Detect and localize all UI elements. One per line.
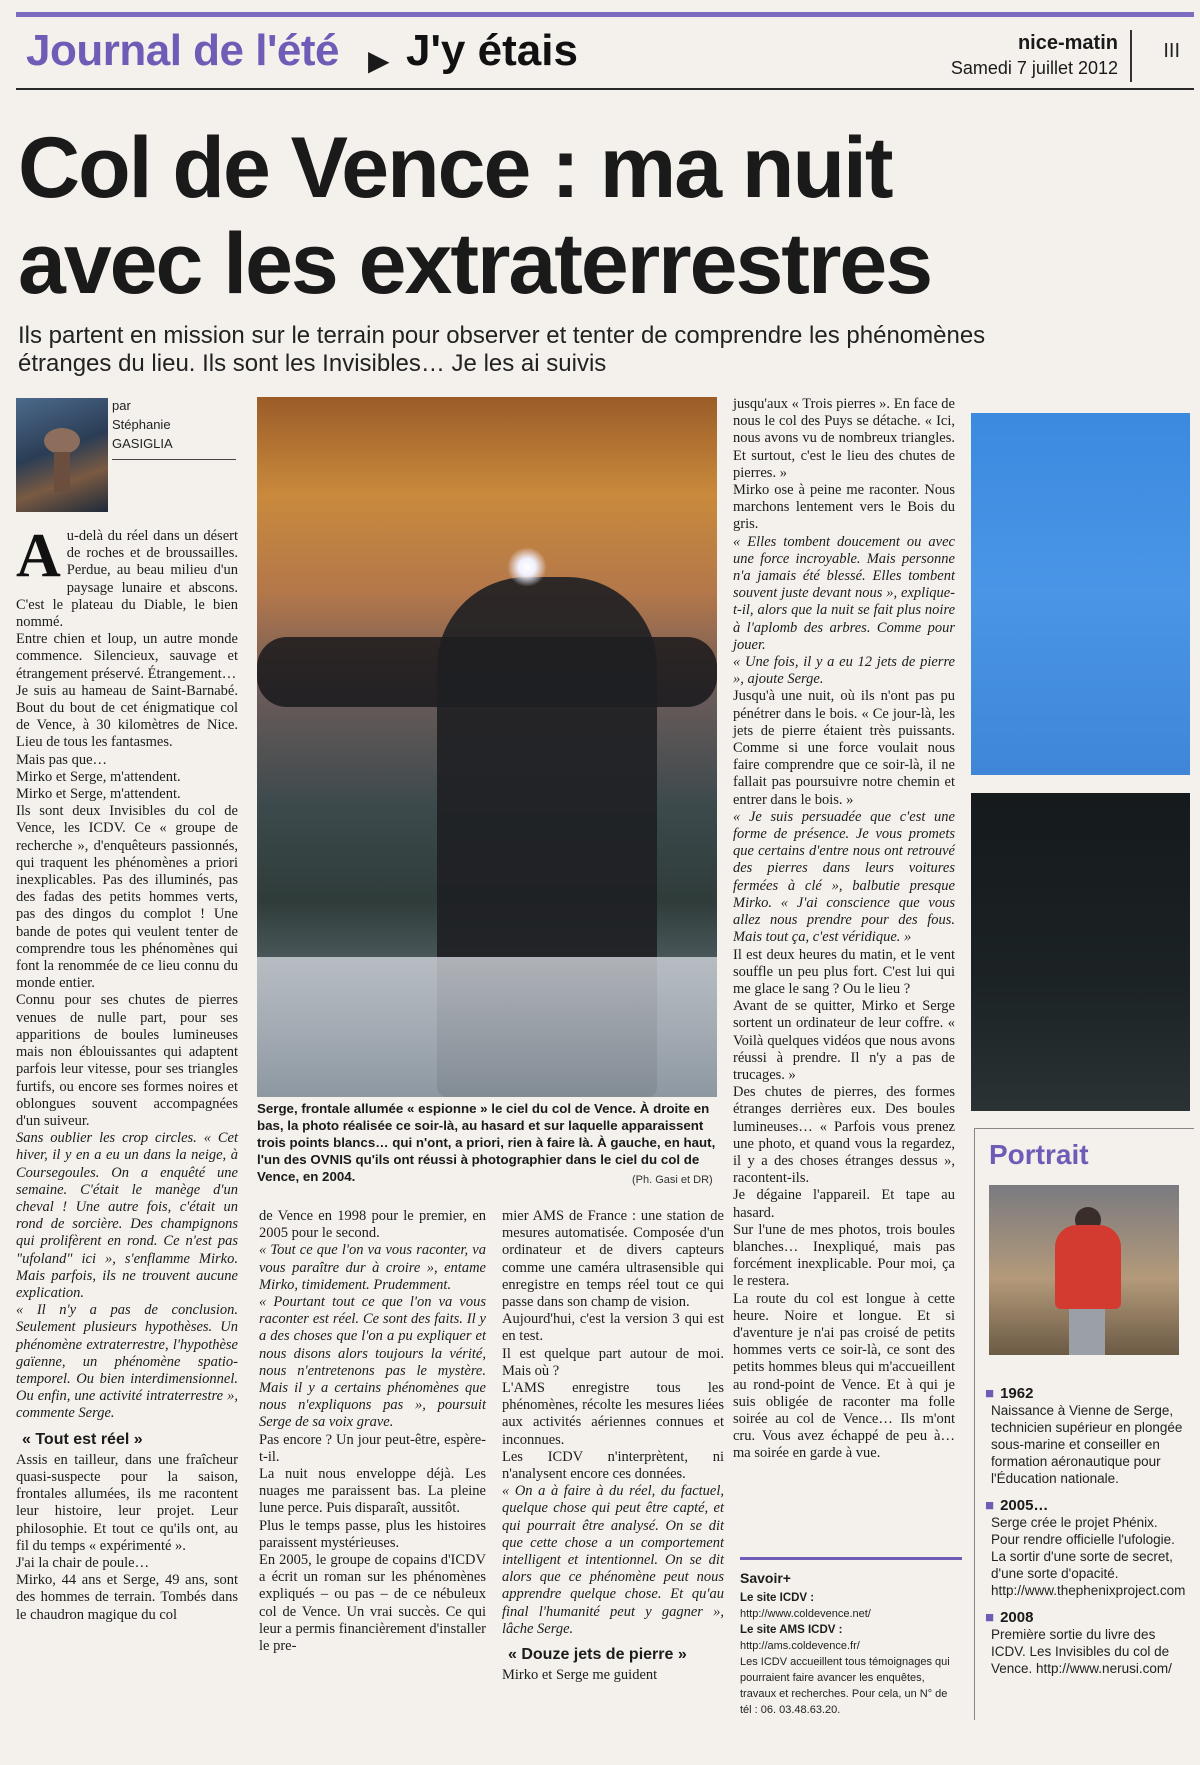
paragraph: Mirko et Serge, m'attendent. bbox=[16, 786, 181, 803]
paragraph: « On a à faire à du réel, du factuel, quelque chose qui peut être capté, et qui pourrait être analysé. On se dit que cette chose a un comportement intelligent et intentionnel. On se dit alors que ce phénomène peut nous apprendre quelque chose. Et qu'au final l'humanité peut y gagner », lâche Serge. bbox=[502, 1483, 724, 1637]
paragraph: mier AMS de France : une station de mesures automatisée. Composée d'un ordinateur et de divers capteurs comme une caméra ultrasensible qui enregistre en temps réel tout ce qui passe dans son champ de vision. bbox=[502, 1208, 724, 1311]
paragraph: Mirko ose à peine me raconter. Nous marchons lentement vers le Bois du gris. bbox=[733, 482, 955, 533]
savoir-title: Savoir+ bbox=[740, 1570, 791, 1586]
paragraph: de Vence en 1998 pour le premier, en 2005 pour le second. bbox=[259, 1208, 486, 1242]
portrait-photo bbox=[989, 1185, 1179, 1355]
savoir-text: Les ICDV accueillent tous témoignages qui pourraient faire avancer les enquêtes, travaux et recherches. Pour cela, un N° de tél : 06. 03.48.63.20. bbox=[740, 1656, 950, 1716]
paragraph: Je suis au hameau de Saint-Barnabé. Bout du bout de cet énigmatique col de Vence, à 30 kilomètres de Nice. Lieu de tous les fantasmes. bbox=[16, 682, 238, 751]
paragraph: Mais pas que… bbox=[16, 751, 108, 768]
byline-firstname: Stéphanie bbox=[112, 417, 171, 432]
paragraph: Connu pour ses chutes de pierres venues de nulle part, pour ses apparitions de boules lumineuses mais non éblouissantes qui adaptent parfois leur vitesse, pour ses triangles furtifs, ou encore ses formes noires et oblongues souvent accompagnées d'un suiveur. bbox=[16, 992, 238, 1129]
main-photo-night-sky bbox=[257, 397, 717, 1097]
savoir-label-ams: Le site AMS ICDV : bbox=[740, 1624, 843, 1636]
photo-caption: Serge, frontale allumée « espionne » le ciel du col de Vence. À droite en bas, la photo réalisée ce soir-là, au hasard et sur laquelle apparaissent trois points blancs… qui n'ont, a priori, rien à faire là. À gauche, en haut, l'un des OVNIS qu'ils ont réussi à photographier dans le ciel du col de Vence, en 2004. bbox=[257, 1101, 716, 1184]
paragraph: « Je suis persuadée que c'est une forme de présence. Je vous promets que certains d'entre nous ont retrouvé des pierres dans leurs voitures fermées à clé », balbutie presque Mirko. « J'ai conscience que vous allez nous prendre pour des fous. Mais tout ça, c'est véridique. » bbox=[733, 808, 955, 946]
author-photo-head bbox=[44, 428, 80, 454]
subhead-tout-est-reel: « Tout est réel » bbox=[22, 1430, 143, 1448]
column-1 bbox=[16, 522, 238, 1624]
byline bbox=[112, 396, 236, 460]
issue-date: Samedi 7 juillet 2012 bbox=[950, 58, 1118, 78]
page-header bbox=[16, 18, 1194, 90]
rubric-title: Journal de l'été bbox=[26, 26, 339, 75]
savoir-url-ams[interactable]: http://ams.coldevence.fr/ bbox=[740, 1640, 860, 1652]
article-headline bbox=[18, 120, 1178, 312]
page-number: III bbox=[1163, 40, 1180, 62]
paragraph: « Une fois, il y a eu 12 jets de pierre », ajoute Serge. bbox=[733, 654, 955, 688]
rubric-arrow-icon: ▶ bbox=[368, 44, 390, 77]
paragraph: Pas encore ? Un jour peut-être, espère-t-il. bbox=[259, 1431, 486, 1465]
dropcap: A bbox=[16, 522, 61, 590]
timeline-text: Serge crée le projet Phénix. Pour rendre officielle l'ufologie. La sortir d'une sorte de secret, d'une sorte d'opacité. http://www.thephenixproject.com bbox=[991, 1515, 1186, 1598]
paragraph: La nuit nous enveloppe déjà. Les nuages me paraissent bas. La pleine lune perce. Puis disparaît, aussitôt. bbox=[259, 1466, 486, 1517]
top-accent-rule bbox=[16, 12, 1194, 17]
paragraph-text: u-delà du réel dans un désert de roches et de broussailles. Perdue, au beau milieu d'un paysage lunaire et abscons. C'est le plateau du Diable, le bien nommé. bbox=[16, 528, 238, 631]
ufo-photo-blue-sky bbox=[971, 413, 1190, 775]
byline-par: par bbox=[112, 398, 131, 413]
paragraph: Mirko et Serge, m'attendent. bbox=[16, 768, 181, 785]
portrait-photo-legs bbox=[1069, 1309, 1105, 1355]
paragraph: Jusqu'à une nuit, où ils n'ont pas pu pénétrer dans le bois. « Ce jour-là, les jets de pierre étaient très puissants. Comme si une force voulait nous faire comprendre que ce soir-là, il ne fallait pas poursuivre notre chemin et entrer dans le bois. » bbox=[733, 688, 955, 808]
author-photo-body bbox=[54, 452, 70, 492]
paragraph: « Pourtant tout ce que l'on va vous raconter est réel. Ce sont des faits. Il y a des choses que l'on a pu expliquer et nous disons alors toujours la vérité, nous n'entretenons pas le mystère. Mais il y a certains phénomènes que nous n'expliquons pas », poursuit Serge de sa voix grave. bbox=[259, 1294, 486, 1431]
column-4 bbox=[733, 396, 955, 1463]
headlamp-glow bbox=[507, 547, 547, 587]
paragraph: Mirko et Serge me guident bbox=[502, 1667, 658, 1684]
photo-credit: (Ph. Gasi et DR) bbox=[632, 1174, 713, 1186]
portrait-box bbox=[974, 1128, 1194, 1720]
paragraph: En 2005, le groupe de copains d'ICDV a écrit un roman sur les phénomènes expliqués – ou pas – de ce nébuleux col de Vence. Un vrai succès. Ce qui leur a permis financièrement d'installer le pre- bbox=[259, 1552, 486, 1655]
paragraph: Il est quelque part autour de moi. Mais où ? bbox=[502, 1345, 724, 1379]
paragraph: Mirko, 44 ans et Serge, 49 ans, sont des hommes de terrain. Tombés dans le chaudron magique du col bbox=[16, 1572, 238, 1623]
paragraph: Plus le temps passe, plus les histoires paraissent mystérieuses. bbox=[259, 1517, 486, 1551]
subrubric-title: J'y étais bbox=[406, 26, 578, 75]
column-2 bbox=[259, 1208, 486, 1655]
paragraph bbox=[16, 522, 238, 631]
portrait-timeline bbox=[985, 1375, 1185, 1677]
paragraph: « Tout ce que l'on va vous raconter, va vous paraître dur à croire », entame Mirko, timidement. Prudemment. bbox=[259, 1242, 486, 1293]
paragraph: Aujourd'hui, c'est la version 3 qui est en test. bbox=[502, 1311, 724, 1345]
photo-ground-light bbox=[257, 957, 717, 1097]
paragraph: J'ai la chair de poule… bbox=[16, 1554, 150, 1571]
standfirst-line-1: Ils partent en mission sur le terrain pour observer et tenter de comprendre les phénomènes bbox=[18, 322, 986, 349]
paragraph: L'AMS enregistre tous les phénomènes, récolte les mesures liées aux activités aériennes connues et inconnues. bbox=[502, 1380, 724, 1448]
paragraph: « Elles tombent doucement ou avec une force incroyable. Mais personne n'a jamais été blessé. Elles tombent souvent juste devant nous », explique-t-il, alors que la nuit se fait plus noire à l'aplomb des arbres. Comme pour jouer. bbox=[733, 533, 955, 653]
portrait-photo-person bbox=[1055, 1225, 1121, 1309]
paragraph: Assis en tailleur, dans une fraîcheur quasi-suspecte pour la saison, frontales allumées, ils me racontent leur histoire, leur projet. Leur philosophie. Et tout ce qu'ils ont, au fil du temps « expérimenté ». bbox=[16, 1451, 238, 1554]
headline-line-2: avec les extraterrestres bbox=[18, 216, 932, 312]
paragraph: Il est deux heures du matin, et le vent souffle un peu plus fort. C'est lui qui me glace le sang ? Ou le lieu ? bbox=[733, 946, 955, 997]
newspaper-name: nice-matin bbox=[1017, 32, 1118, 54]
paragraph: Je dégaine l'appareil. Et tape au hasard. bbox=[733, 1187, 955, 1221]
paragraph: Les ICDV n'interprètent, ni n'analysent encore ces données. bbox=[502, 1448, 724, 1483]
standfirst-line-2: étranges du lieu. Ils sont les Invisibles… Je les ai suivis bbox=[18, 350, 607, 377]
paragraph: jusqu'aux « Trois pierres ». En face de nous le col des Puys se détache. « Ici, nous avons vu de nombreux triangles. Et surtout, c'est le lieu des chutes de pierres. » bbox=[733, 396, 955, 481]
portrait-title: Portrait bbox=[989, 1139, 1089, 1170]
timeline-year: ■ 2005… bbox=[985, 1497, 1185, 1514]
author-photo bbox=[16, 398, 108, 512]
header-divider bbox=[1130, 30, 1132, 82]
subhead-douze-jets: « Douze jets de pierre » bbox=[508, 1646, 687, 1664]
paragraph: Avant de se quitter, Mirko et Serge sortent un ordinateur de leur coffre. « Voilà quelques vidéos que nous avons réussi à prendre. Il n'y a pas de trucages. » bbox=[733, 998, 955, 1083]
paragraph: « Il n'y a pas de conclusion. Seulement plusieurs hypothèses. Un phénomène extraterrestre, l'hypothèse gaïenne, un phénomène spatio-temporel. Ou bien interdimensionnel. Ou enfin, une activité intraterrestre », commente Serge. bbox=[16, 1302, 238, 1422]
byline-lastname: GASIGLIA bbox=[112, 436, 173, 451]
timeline-text: Naissance à Vienne de Serge, technicien supérieur en plongée sous-marine et conseiller en formation aéronautique pour l'Éducation nationale. bbox=[991, 1403, 1183, 1486]
headline-line-1: Col de Vence : ma nuit bbox=[18, 120, 892, 216]
savoir-url-icdv[interactable]: http://www.coldevence.net/ bbox=[740, 1608, 871, 1620]
paragraph: La route du col est longue à cette heure. Noire et longue. Et si d'aventure je n'ai pas croisé de petits hommes verts ce soir-là, ce sont des petits hommes bleus qui m'accueillent au rond-point de Vence. Et à qui je suis obligée de raconter ma folle soirée au col de Vence… Ils m'ont cru. Vous avez échappé de peu à… ma soirée en garde à vue. bbox=[733, 1290, 955, 1462]
article-standfirst bbox=[18, 322, 1178, 378]
night-photo-three-dots bbox=[971, 793, 1190, 1111]
paragraph: Sur l'une de mes photos, trois boules blanches… Inexpliqué, mais pas forcément inexplicable. Pour moi, ça le restera. bbox=[733, 1221, 955, 1290]
savoir-label-icdv: Le site ICDV : bbox=[740, 1592, 815, 1604]
paragraph: Des chutes de pierres, des formes étranges derrières eux. Des boules lumineuses… « Parfois vous prenez une photo, et quand vous la regardez, il y a des choses étranges dessus », racontent-ils. bbox=[733, 1084, 955, 1187]
timeline-year: ■ 1962 bbox=[985, 1385, 1185, 1402]
timeline-year: ■ 2008 bbox=[985, 1609, 1185, 1626]
column-3 bbox=[502, 1208, 724, 1684]
savoir-plus-box bbox=[740, 1557, 962, 1718]
paragraph: Entre chien et loup, un autre monde commence. Silencieux, sauvage et étrangement préservé. Étrangement… bbox=[16, 631, 238, 682]
timeline-text: Première sortie du livre des ICDV. Les Invisibles du col de Vence. http://www.nerusi.com/ bbox=[991, 1627, 1172, 1676]
paragraph: Ils sont deux Invisibles du col de Vence, les ICDV. Ce « groupe de recherche », d'enquêteurs passionnés, qui traquent les phénomènes a priori inexplicables. Pas des illuminés, pas des fadas des petits hommes verts, pas des dingos du complot ! Une bande de potes qui veulent tenter de comprendre tous les phénomènes qui font la renommée de ce lieu connu du monde entier. bbox=[16, 803, 238, 992]
paragraph: Sans oublier les crop circles. « Cet hiver, il y en a eu un dans la neige, à Coursegoules. On a enquêté une semaine. C'était le manège d'un cheval ! Une autre fois, c'était un rond de sorcière. Des champignons qui prolifèrent en rond. Ce n'est pas "ufoland" ici », s'enflamme Mirko. Mais parfois, ils ne trouvent aucune explication. bbox=[16, 1130, 238, 1301]
